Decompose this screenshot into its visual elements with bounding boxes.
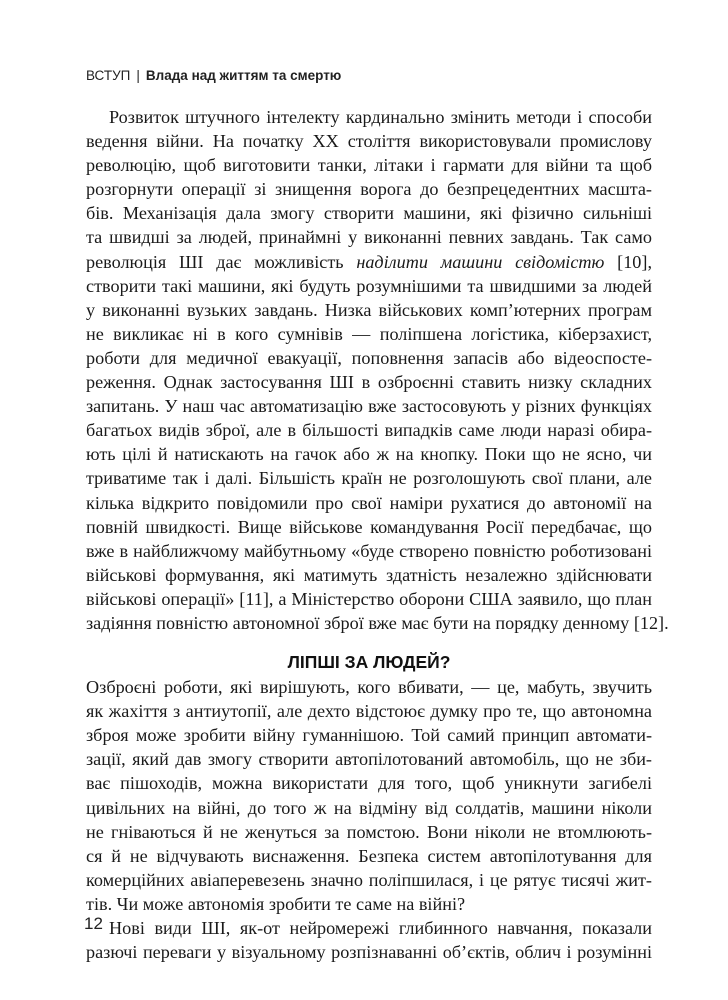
- text-line: зброя може зробити війну гуманнішою. Той самий принцип автомати-: [86, 725, 652, 746]
- text-line: кілька відкрито повідомили про свої наміри рухатися до автономії на: [86, 492, 652, 513]
- text-line: повній швидкості. Вище військове командування Росії передбачає, що: [86, 516, 652, 537]
- text-line: вже в найближчому майбутньому «буде створено повністю роботизовані: [86, 540, 652, 561]
- text-line: комерційних авіаперевезень значно поліпшилася, і це рятує тисячі жит-: [86, 869, 652, 890]
- text-line: Озброєні роботи, які вирішують, кого вбивати, — це, мабуть, звучить: [86, 677, 652, 698]
- paragraph-2: [86, 675, 652, 916]
- text-line: ває пішоходів, можна використати для того, щоб уникнути загибелі: [86, 773, 652, 794]
- text-line: військові формування, які матимуть здатність незалежно здійснювати: [86, 564, 652, 585]
- running-head-separator: |: [136, 68, 140, 83]
- section-heading: ЛІПШІ ЗА ЛЮДЕЙ?: [287, 652, 451, 673]
- text-line: військові операції» [11], а Міністерство оборони США заявило, що план: [86, 588, 652, 609]
- text-line: ведення війни. На початку XX століття використовували промислову: [86, 131, 652, 152]
- text-line: багатьох видів зброї, але в більшості випадків саме люди наразі обира-: [86, 420, 652, 441]
- text-line: не гніваються й не женуться за помстою. Вони ніколи не втомлюють-: [86, 821, 652, 842]
- text-line: зації, який дав змогу створити автопілотований автомобіль, що не зби-: [86, 749, 652, 770]
- text-line: бів. Механізація дала змогу створити машини, які фізично сильніші: [86, 203, 652, 224]
- text-line: разючі переваги у візуальному розпізнаванні об’єктів, облич і розумінні: [86, 942, 652, 963]
- body-text: [86, 105, 669, 964]
- emphasis-text: наділити машини свідомістю: [356, 251, 605, 272]
- text-line: Розвиток штучного інтелекту кардинально змінить методи і способи: [109, 107, 652, 127]
- text-line: реження. Однак застосування ШІ в озброєнні ставить низку складних: [86, 372, 652, 393]
- text-line: запитань. У наш час автоматизацію вже застосовують у різних функціях: [86, 396, 652, 417]
- text-line: революцію, щоб виготовити танки, літаки і гармати для війни та щоб: [86, 155, 652, 176]
- text-fragment: революція ШІ дає можливість: [86, 251, 357, 272]
- text-line: задіяння повністю автономної зброї вже має бути на порядку денному [12].: [86, 612, 669, 633]
- paragraph-1: [86, 105, 669, 635]
- text-line: цивільних на війні, до того ж на відміну від солдатів, машини ніколи: [86, 797, 652, 818]
- text-line: роботи для медичної евакуації, поповнення запасів або відеоспосте-: [86, 347, 652, 368]
- running-head: [86, 67, 341, 85]
- text-line: Нові види ШІ, як-от нейромережі глибинного навчання, показали: [109, 918, 652, 938]
- text-line: та швидші за людей, принаймні у виконанні певних завдань. Так само: [86, 227, 652, 248]
- citation-ref: [10],: [604, 251, 652, 272]
- text-line: як жахіття з антиутопії, але дехто відстоює думку про те, що автономна: [86, 701, 652, 722]
- text-line: ся й не відчувають виснаження. Безпека систем автопілотування для: [86, 845, 652, 866]
- running-head-chapter-title: Влада над життям та смертю: [145, 68, 342, 83]
- running-head-section: ВСТУП: [86, 68, 131, 83]
- text-line: не викликає ні в кого сумнівів — поліпшена логістика, кіберзахист,: [86, 323, 652, 344]
- text-line: розгорнути операції зі знищення ворога до безпрецедентних масшта-: [86, 179, 652, 200]
- text-line: ють цілі й натискають на гачок або ж на кнопку. Поки що не ясно, чи: [86, 444, 652, 465]
- text-line: створити такі машини, які будуть розумнішими та швидшими за людей: [86, 275, 652, 296]
- text-line-with-emphasis: [86, 250, 652, 274]
- paragraph-3: [86, 916, 652, 964]
- page-number: 12: [84, 914, 103, 933]
- text-line: тів. Чи може автономія зробити те саме на війні?: [86, 893, 466, 914]
- text-line: у виконанні вузьких завдань. Низка військових комп’ютерних програм: [86, 299, 652, 320]
- text-line: триватиме так і далі. Більшість країн не розголошують свої плани, але: [86, 468, 652, 489]
